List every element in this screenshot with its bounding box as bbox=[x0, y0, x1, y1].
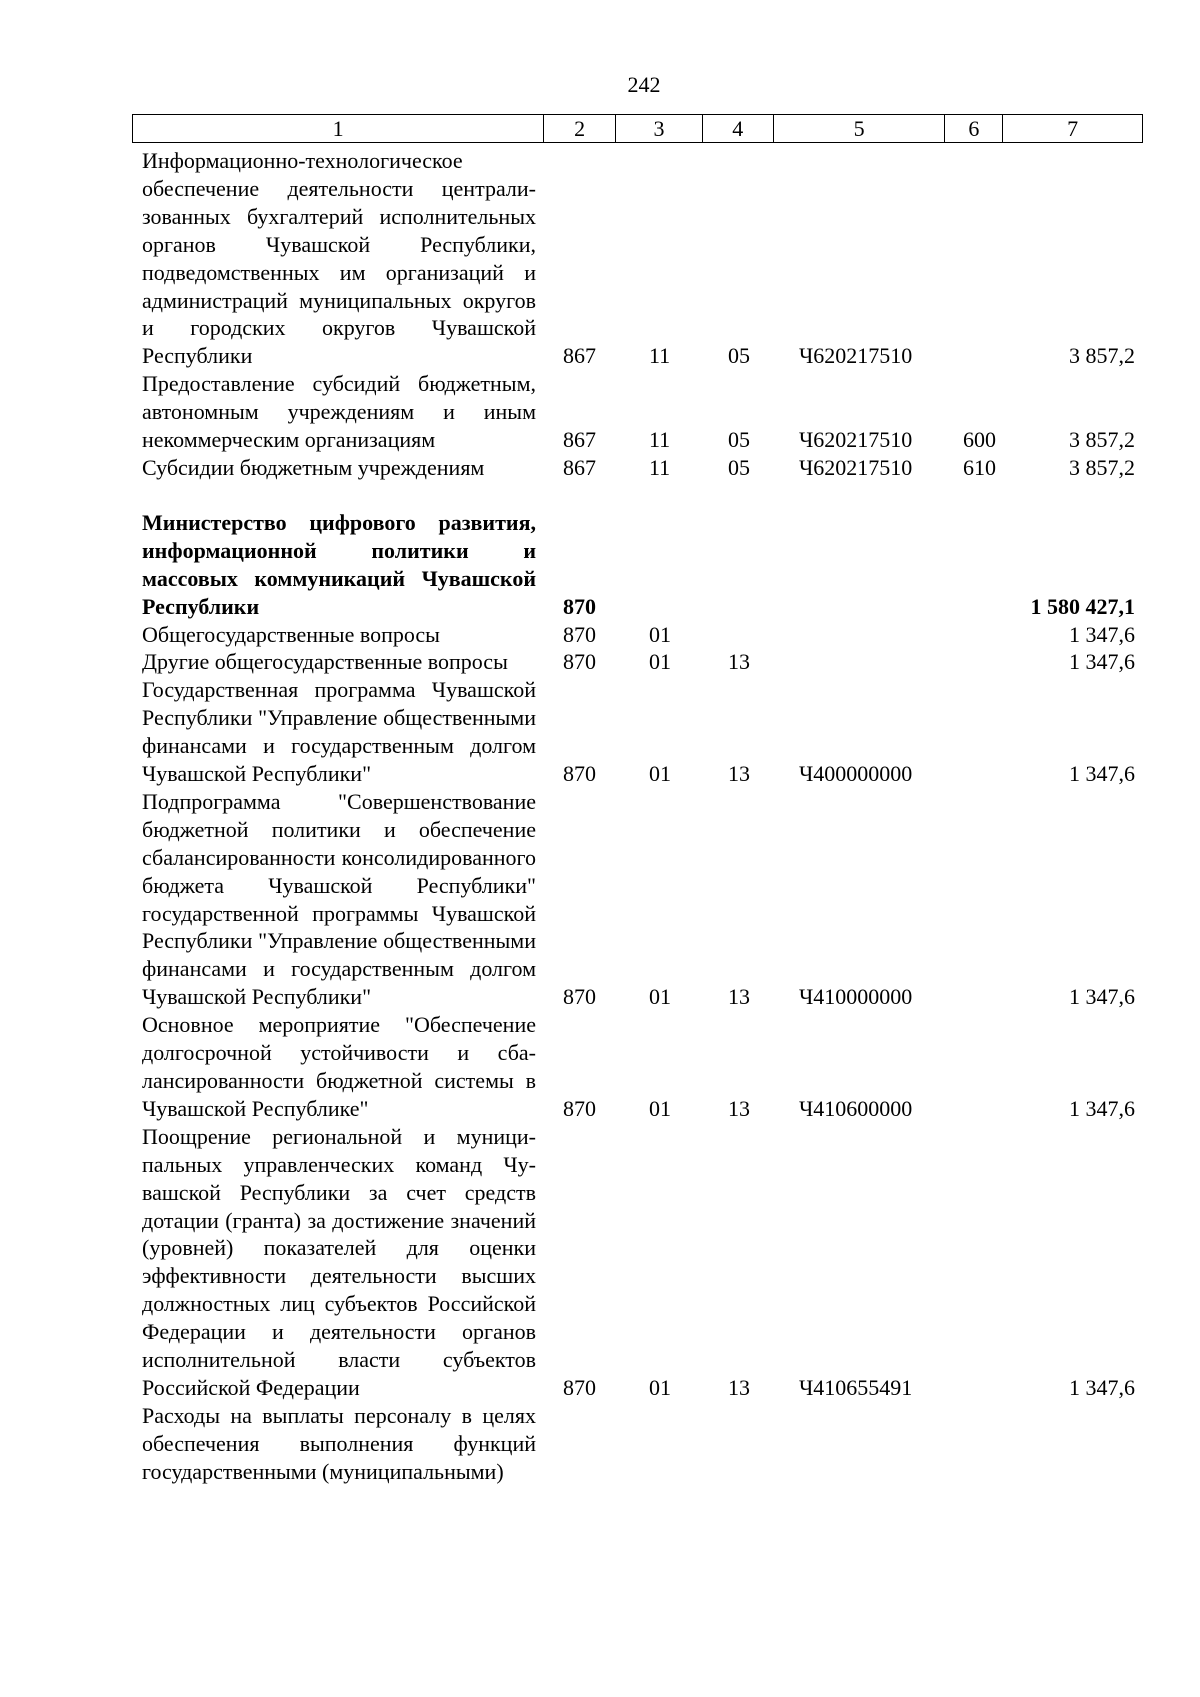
row-subsection-code: 05 bbox=[728, 343, 750, 369]
row-target-article: Ч410600000 bbox=[799, 1095, 913, 1121]
row-amount: 1 347,6 bbox=[1069, 1374, 1135, 1400]
row-description: Основное мероприятие "Обеспечение долгосрочной устойчивости и сбалансированности бюджетной системы в Чувашской Республике" bbox=[142, 1012, 536, 1121]
row-department-code: 867 bbox=[563, 343, 596, 369]
row-section-code: 01 bbox=[649, 1095, 671, 1121]
column-header-3: 3 bbox=[616, 115, 703, 142]
row-subsection-code: 13 bbox=[728, 984, 750, 1010]
row-amount: 1 347,6 bbox=[1069, 761, 1135, 787]
column-header-4: 4 bbox=[703, 115, 774, 142]
row-section-code: 11 bbox=[649, 454, 671, 480]
row-section-code: 01 bbox=[649, 649, 671, 675]
row-target-article: Ч620217510 bbox=[799, 343, 913, 369]
row-department-code: 870 bbox=[563, 621, 596, 647]
row-department-code: 870 bbox=[563, 984, 596, 1010]
table-row bbox=[0, 370, 1200, 454]
row-department-code: 870 bbox=[563, 649, 596, 675]
row-target-article: Ч410000000 bbox=[799, 984, 913, 1010]
table-row bbox=[0, 648, 1200, 676]
row-expense-type: 610 bbox=[963, 454, 996, 480]
table-row-ministry-heading bbox=[0, 509, 1200, 621]
table-row bbox=[0, 1011, 1200, 1123]
column-header-1: 1 bbox=[133, 115, 544, 142]
row-amount: 1 580 427,1 bbox=[1030, 593, 1135, 619]
row-amount: 3 857,2 bbox=[1069, 427, 1135, 453]
row-description: Государственная программа Чувашской Республики "Управление общественными финансами и государственным долгом Чувашской Республики" bbox=[142, 677, 536, 787]
row-department-code: 870 bbox=[563, 761, 596, 787]
row-target-article: Ч400000000 bbox=[799, 761, 913, 787]
row-expense-type: 600 bbox=[963, 427, 996, 453]
row-subsection-code: 13 bbox=[728, 761, 750, 787]
row-description: Поощрение региональной и муниципальных управленческих команд Чувашской Республики за счет средств дотации (гранта) за достижение значений (уровней) показателей для оценки эффективности деятельности высших должностных лиц субъектов Российской Федерации и деятельности органов исполнительной власти субъектов Российской Федерации bbox=[142, 1123, 536, 1400]
table-row bbox=[0, 621, 1200, 649]
table-row bbox=[0, 147, 1200, 370]
row-description: Подпрограмма "Совершенствование бюджетной политики и обеспечение сбалансированности консолидированного бюджета Чувашской Республики" государственной программы Чувашской Республики "Управление общественными финансами и государственным долгом Чувашской Республики" bbox=[142, 788, 536, 1010]
row-amount: 1 347,6 bbox=[1069, 984, 1135, 1010]
row-subsection-code: 05 bbox=[728, 427, 750, 453]
row-description: Субсидии бюджетным учреждениям bbox=[142, 454, 485, 480]
row-amount: 1 347,6 bbox=[1069, 649, 1135, 675]
row-target-article: Ч620217510 bbox=[799, 427, 913, 453]
row-description: Информационно-технологическое обеспечение деятельности централизованных бухгалтерий исполнительных органов Чувашской Республики, подведомственных им организаций и администраций муниципальных округов и городских округов Чувашской Республики bbox=[142, 148, 536, 369]
row-amount: 1 347,6 bbox=[1069, 1095, 1135, 1121]
table-header bbox=[132, 114, 1143, 143]
row-section-code: 11 bbox=[649, 343, 671, 369]
row-description: Предоставление субсидий бюджетным, автономным учреждениям и иным некоммерческим организациям bbox=[142, 371, 536, 453]
row-department-code: 870 bbox=[563, 1095, 596, 1121]
table-row bbox=[0, 1123, 1200, 1402]
row-subsection-code: 13 bbox=[728, 1374, 750, 1400]
row-subsection-code: 13 bbox=[728, 1095, 750, 1121]
row-description: Расходы на выплаты персоналу в целях обеспечения выполнения функций государственными (муниципальными) bbox=[142, 1402, 536, 1484]
column-header-2: 2 bbox=[544, 115, 616, 142]
row-amount: 1 347,6 bbox=[1069, 621, 1135, 647]
column-header-6: 6 bbox=[945, 115, 1003, 142]
row-target-article: Ч620217510 bbox=[799, 454, 913, 480]
table-row bbox=[0, 676, 1200, 788]
row-section-code: 11 bbox=[649, 427, 671, 453]
row-target-article: Ч410655491 bbox=[799, 1374, 913, 1400]
row-subsection-code: 13 bbox=[728, 649, 750, 675]
table-body bbox=[0, 147, 1200, 1486]
row-department-code: 870 bbox=[563, 1374, 596, 1400]
row-description: Другие общегосударственные вопросы bbox=[142, 649, 508, 675]
row-amount: 3 857,2 bbox=[1069, 343, 1135, 369]
table-row bbox=[0, 454, 1200, 482]
row-subsection-code: 05 bbox=[728, 454, 750, 480]
table-row bbox=[0, 788, 1200, 1011]
row-description: Министерство цифрового развития, информационной политики и массовых коммуникаций Чувашской Республики bbox=[142, 509, 536, 619]
column-header-5: 5 bbox=[774, 115, 946, 142]
row-department-code: 867 bbox=[563, 454, 596, 480]
row-section-code: 01 bbox=[649, 1374, 671, 1400]
row-section-code: 01 bbox=[649, 984, 671, 1010]
page-number: 242 bbox=[627, 72, 661, 97]
row-department-code: 867 bbox=[563, 427, 596, 453]
row-department-code: 870 bbox=[563, 593, 596, 619]
row-section-code: 01 bbox=[649, 761, 671, 787]
row-description: Общегосударственные вопросы bbox=[142, 621, 440, 647]
column-header-7: 7 bbox=[1067, 116, 1079, 141]
row-amount: 3 857,2 bbox=[1069, 454, 1135, 480]
row-section-code: 01 bbox=[649, 621, 671, 647]
table-row bbox=[0, 1402, 1200, 1486]
